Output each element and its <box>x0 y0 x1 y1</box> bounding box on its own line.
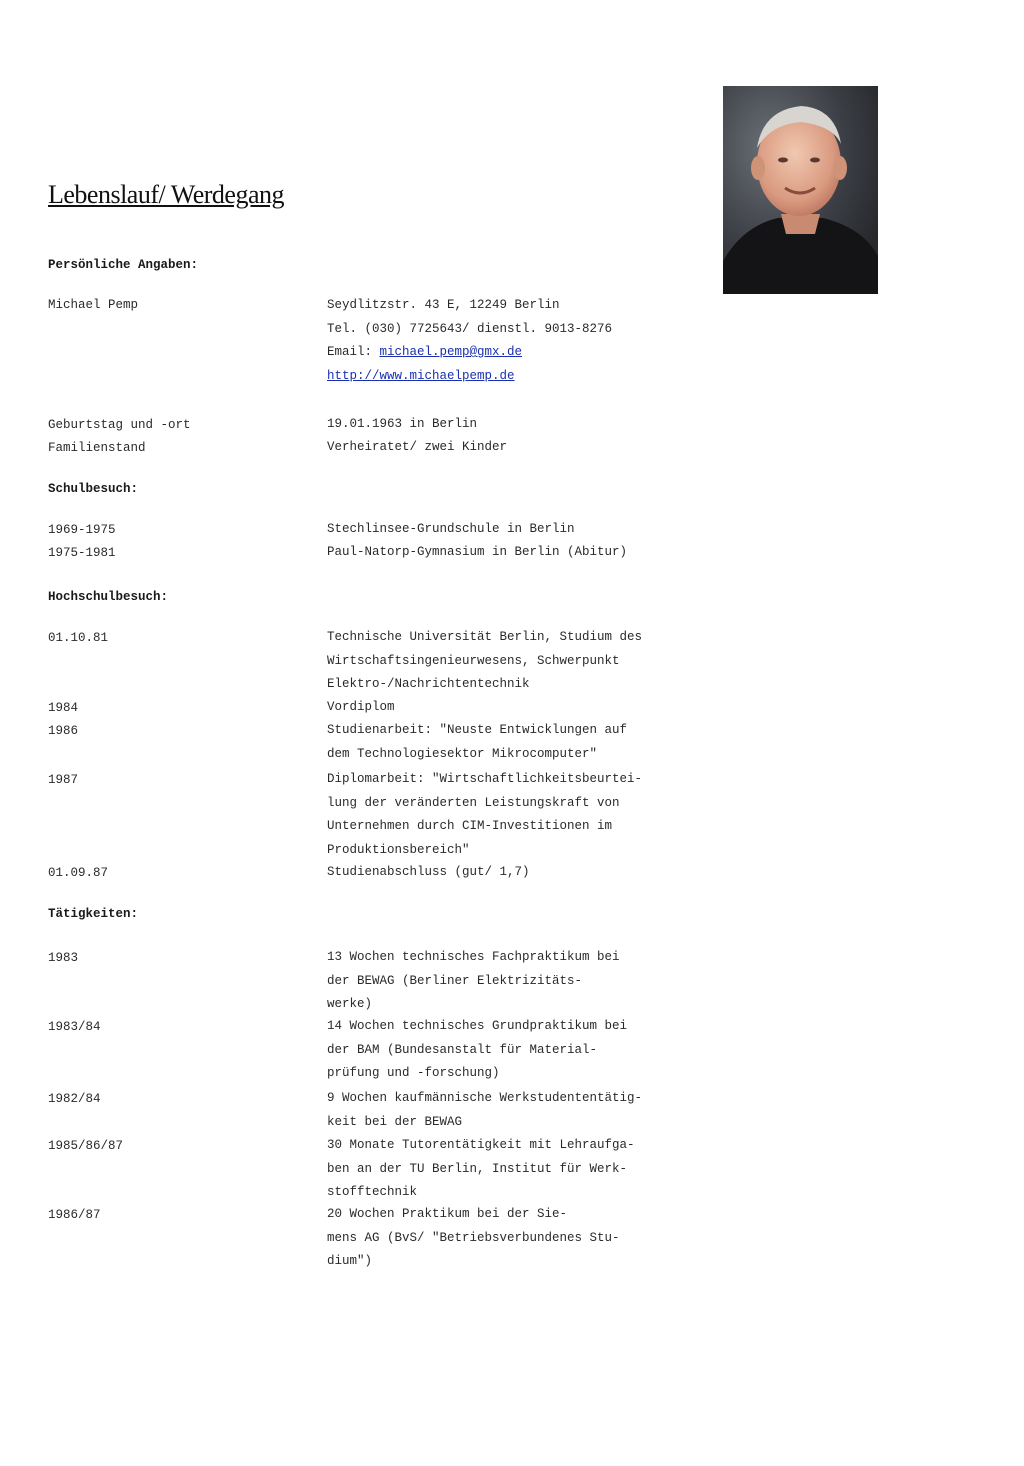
entry-date: 01.09.87 <box>48 866 109 880</box>
entry-text: Studienarbeit: "Neuste Entwicklungen auf dem Technologiesektor Mikrocomputer" <box>327 723 628 761</box>
section-heading-university: Hochschulbesuch: <box>48 590 169 604</box>
email-link[interactable]: michael.pemp@gmx.de <box>379 345 523 359</box>
entry-date: 1986 <box>48 724 79 738</box>
website-link[interactable]: http://www.michaelpemp.de <box>327 368 515 383</box>
page-title: Lebenslauf/ Werdegang <box>48 180 284 209</box>
entry-date: 1982/84 <box>48 1092 101 1106</box>
entry-date: 1983 <box>48 951 79 965</box>
entry-text: Studienabschluss (gut/ 1,7) <box>327 865 530 879</box>
entry-text: 14 Wochen technisches Grundpraktikum bei der BAM (Bundesanstalt für Material- prüfung und -forschung) <box>327 1019 628 1080</box>
portrait-photo <box>723 86 878 294</box>
website-line <box>327 365 612 389</box>
entry-text: Stechlinsee-Grundschule in Berlin <box>327 522 575 536</box>
phone: Tel. (030) 7725643/ dienstl. 9013-8276 <box>327 321 613 336</box>
entry-text: Vordiplom <box>327 700 395 714</box>
entry-date: 1986/87 <box>48 1208 101 1222</box>
family-label: Familienstand <box>48 441 146 455</box>
entry-text: Paul-Natorp-Gymnasium in Berlin (Abitur) <box>327 545 628 559</box>
person-name: Michael Pemp <box>48 298 139 312</box>
entry-date: 1975-1981 <box>48 546 116 560</box>
entry-text: Diplomarbeit: "Wirtschaftlichkeitsbeurtei- lung der veränderten Leistungskraft von Unternehmen durch CIM-Investitionen im Produktionsbereich" <box>327 772 643 857</box>
email-line <box>327 341 612 365</box>
section-heading-activities: Tätigkeiten: <box>48 907 139 921</box>
entry-date: 1969-1975 <box>48 523 116 537</box>
entry-date: 1987 <box>48 773 79 787</box>
birth-value: 19.01.1963 in Berlin <box>327 417 478 431</box>
entry-text: Technische Universität Berlin, Studium des Wirtschaftsingenieurwesens, Schwerpunkt Elektro-/Nachrichtentechnik <box>327 630 643 691</box>
section-heading-personal: Persönliche Angaben: <box>48 258 199 272</box>
family-value: Verheiratet/ zwei Kinder <box>327 440 508 454</box>
entry-date: 1985/86/87 <box>48 1139 124 1153</box>
entry-text: 13 Wochen technisches Fachpraktikum bei der BEWAG (Berliner Elektrizitäts- werke) <box>327 950 620 1011</box>
section-heading-school: Schulbesuch: <box>48 482 139 496</box>
address: Seydlitzstr. 43 E, 12249 Berlin <box>327 298 560 312</box>
birth-label: Geburtstag und -ort <box>48 418 191 432</box>
entry-date: 01.10.81 <box>48 631 109 645</box>
entry-text: 9 Wochen kaufmännische Werkstudententätig- keit bei der BEWAG <box>327 1091 643 1129</box>
entry-text: 20 Wochen Praktikum bei der Sie- mens AG (BvS/ "Betriebsverbundenes Stu- dium") <box>327 1207 620 1268</box>
contact-block <box>327 294 612 388</box>
entry-text: 30 Monate Tutorentätigkeit mit Lehraufga- ben an der TU Berlin, Institut für Werk- stofftechnik <box>327 1138 635 1199</box>
entry-date: 1983/84 <box>48 1020 101 1034</box>
portrait-image <box>723 86 878 294</box>
entry-date: 1984 <box>48 701 79 715</box>
email-label: Email: <box>327 345 380 359</box>
